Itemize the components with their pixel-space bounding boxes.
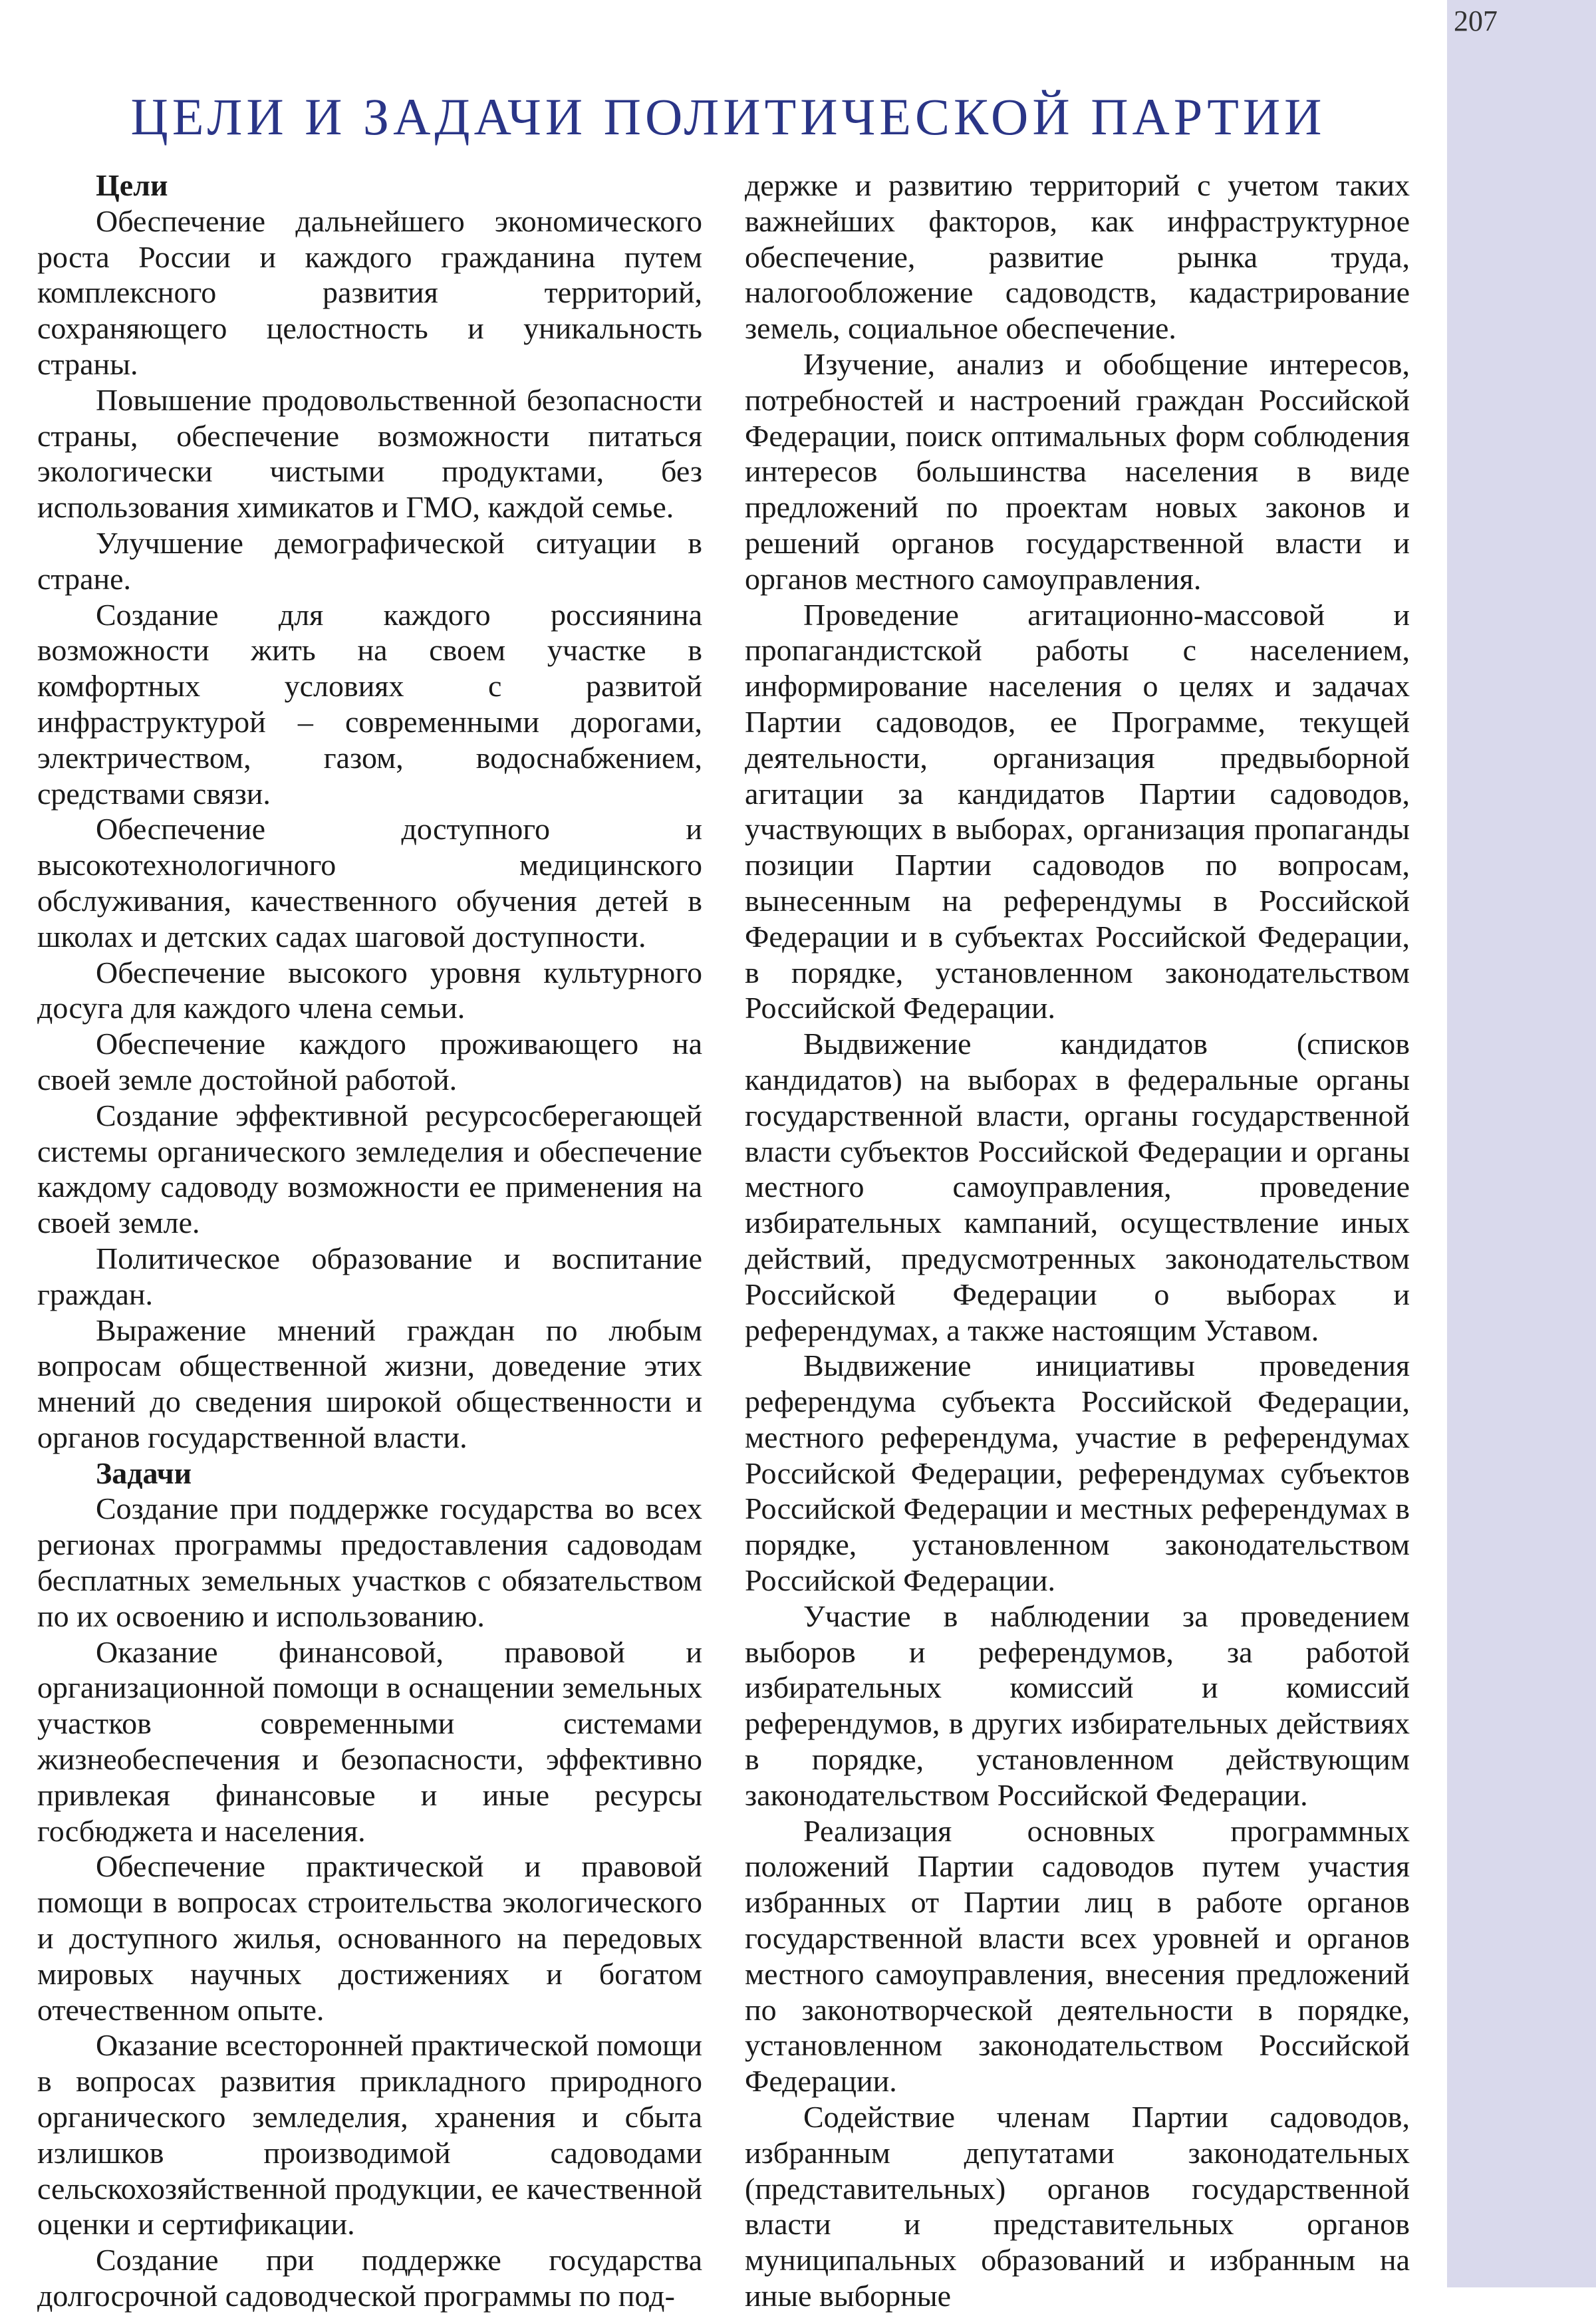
goals-heading: Цели <box>96 168 168 202</box>
task-paragraph: Изучение, анализ и обобщение интересов, потребностей и настроений граждан Российской Федерации, поиск оптимальных форм соблюдения интересов большинства населения в виде предложений по проектам новых законов и решений органов государственной власти и органов местного самоуправления. <box>745 346 1410 596</box>
task-paragraph: Выдвижение кандидатов (списков кандидатов) на выборах в федеральные органы государственной власти, органы государственной власти субъектов Российской Федерации и органы местного самоуправления, проведение избирательных кампаний, осуществление иных действий, предусмотренных законодательством Российской Федерации о выборах и референдумах, а также настоящим Уставом. <box>745 1027 1410 1347</box>
left-column <box>37 168 702 2314</box>
task-paragraph: Обеспечение практической и правовой помощи в вопросах строительства экологического и доступного жилья, основанного на передовых мировых научных достижениях и богатом отечественном опыте. <box>37 1849 702 2027</box>
task-paragraph: Оказание всесторонней практической помощи в вопросах развития прикладного природного органического земледелия, хранения и сбыта излишков производимой садоводами сельскохозяйственной продукции, ее качественной оценки и сертификации. <box>37 2028 702 2242</box>
goal-paragraph: Выражение мнений граждан по любым вопросам общественной жизни, доведение этих мнений до сведения широкой общественности и органов государственной власти. <box>37 1313 702 1454</box>
goal-paragraph: Обеспечение дальнейшего экономического роста России и каждого гражданина путем комплексного развития территорий, сохраняющего целостность и уникальность страны. <box>37 203 702 381</box>
task-paragraph: Создание при поддержке государства долгосрочной садоводческой программы по под- <box>37 2243 702 2313</box>
page-title: ЦЕЛИ И ЗАДАЧИ ПОЛИТИЧЕСКОЙ ПАРТИИ <box>130 88 1326 146</box>
task-paragraph: Создание при поддержке государства во всех регионах программы предоставления садоводам бесплатных земельных участков с обязательством по их освоению и использованию. <box>37 1491 702 1633</box>
tasks-heading: Задачи <box>96 1456 192 1490</box>
goal-paragraph: Обеспечение высокого уровня культурного досуга для каждого члена семьи. <box>37 955 702 1025</box>
task-paragraph: Реализация основных программных положений Партии садоводов путем участия избранных от Партии лиц в работе органов государственной власти всех уровней и органов местного самоуправления, внесения предложений по законотворческой деятельности в порядке, установленном законодательством Российской Федерации. <box>745 1813 1410 2099</box>
task-paragraph: Оказание финансовой, правовой и организационной помощи в оснащении земельных участков современными системами жизнеобеспечения и безопасности, эффективно привлекая финансовые и иные ресурсы госбюджета и населения. <box>37 1634 702 1848</box>
continued-paragraph: держке и развитию территорий с учетом таких важнейших факторов, как инфраструктурное обеспечение, развитие рынка труда, налогообложение садоводств, кадастрирование земель, социальное обеспечение. <box>745 168 1410 346</box>
page-number: 207 <box>1454 5 1498 37</box>
page-side-band <box>1447 0 1596 2287</box>
goal-paragraph: Создание эффективной ресурсосберегающей системы органического земледелия и обеспечение каждому садоводу возможности ее применения на своей земле. <box>37 1098 702 1240</box>
goal-paragraph: Обеспечение доступного и высокотехнологичного медицинского обслуживания, качественного обучения детей в школах и детских садах шаговой доступности. <box>37 812 702 954</box>
goal-paragraph: Политическое образование и воспитание граждан. <box>37 1241 702 1311</box>
goal-paragraph: Улучшение демографической ситуации в стране. <box>37 525 702 596</box>
task-paragraph: Участие в наблюдении за проведением выборов и референдумов, за работой избирательных комиссий и комиссий референдумов, в других избирательных действиях в порядке, установленном действующим законодательством Российской Федерации. <box>745 1599 1410 1812</box>
task-paragraph: Проведение агитационно-массовой и пропагандистской работы с населением, информирование населения о целях и задачах Партии садоводов, ее Программе, текущей деятельности, организация предвыборной агитации за кандидатов Партии садоводов, участвующих в выборах, организация пропаганды позиции Партии садоводов по вопросам, вынесенным на референдумы в Российской Федерации и в субъектах Российской Федерации, в порядке, установленном законодательством Российской Федерации. <box>745 597 1410 1025</box>
goal-paragraph: Обеспечение каждого проживающего на своей земле достойной работой. <box>37 1027 702 1096</box>
goal-paragraph: Создание для каждого россиянина возможности жить на своем участке в комфортных условиях с развитой инфраструктурой – современными дорогами, электричеством, газом, водоснабжением, средствами связи. <box>37 597 702 811</box>
goal-paragraph: Повышение продовольственной безопасности страны, обеспечение возможности питаться экологически чистыми продуктами, без использования химикатов и ГМО, каждой семье. <box>37 382 702 525</box>
task-paragraph: Выдвижение инициативы проведения референдума субъекта Российской Федерации, местного референдума, участие в референдумах Российской Федерации, референдумах субъектов Российской Федерации и местных референдумах в порядке, установленном законодательством Российской Федерации. <box>745 1349 1410 1598</box>
right-column <box>745 168 1410 2314</box>
task-paragraph: Содействие членам Партии садоводов, избранным депутатами законодательных (представительных) органов государственной власти и представительных органов муниципальных образований и избранным на иные выборные <box>745 2100 1410 2313</box>
